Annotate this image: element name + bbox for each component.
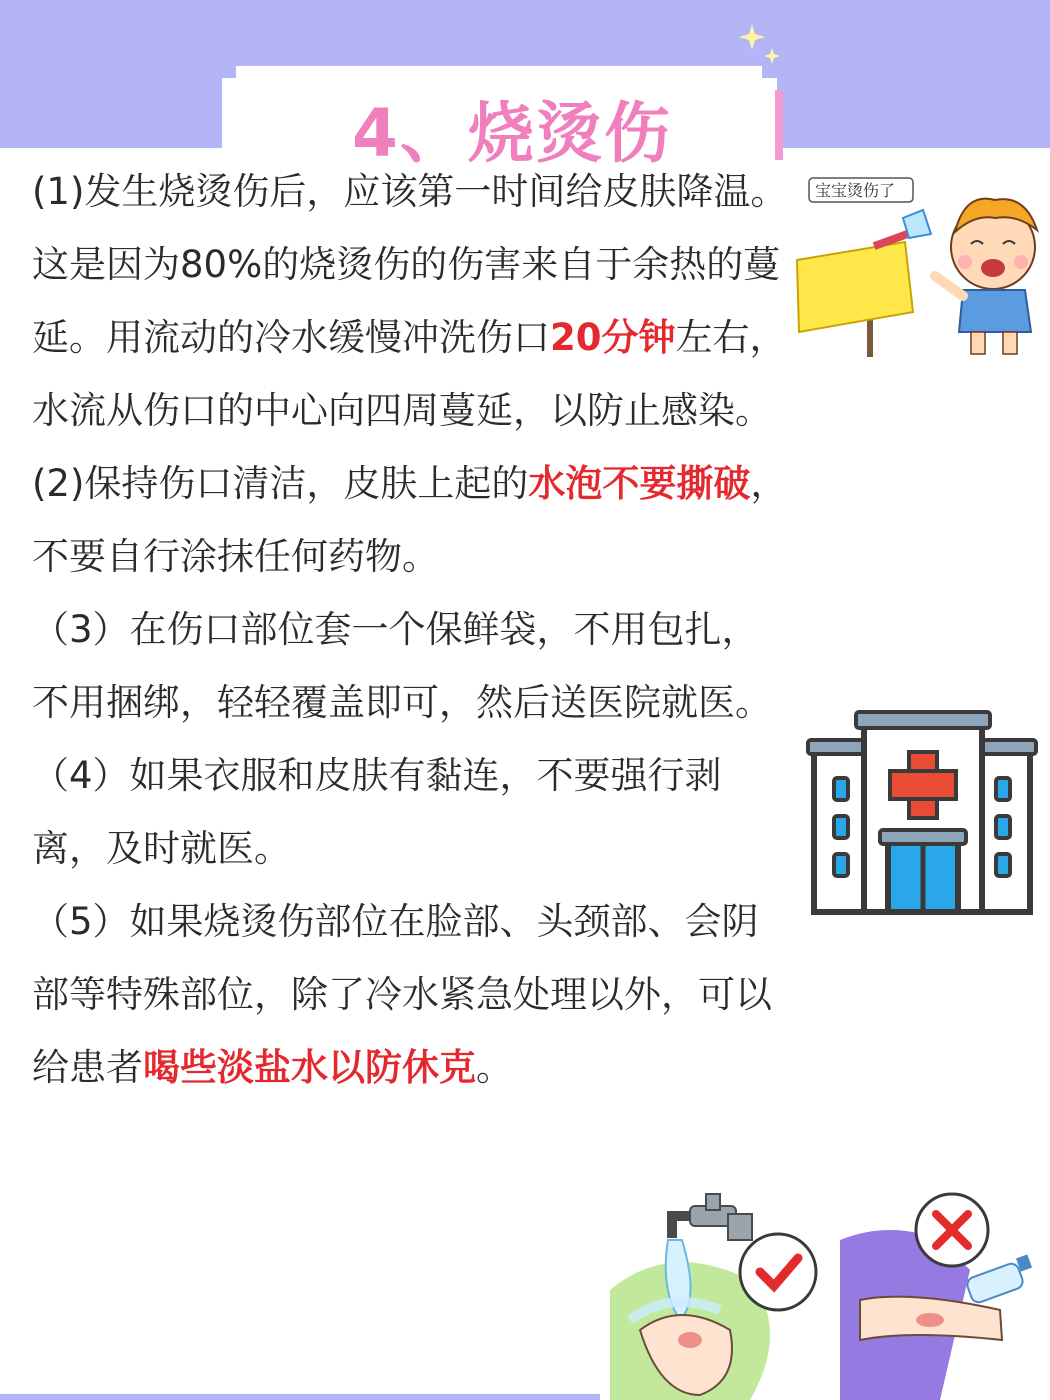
first-aid-do-dont-illustration	[610, 1180, 1050, 1400]
paragraph-2: (2)保持伤口清洁，皮肤上起的水泡不要撕破，不要自行涂抹任何药物。	[32, 462, 788, 578]
highlight-text: 20分钟	[550, 316, 676, 359]
faucet-icon	[672, 1194, 752, 1240]
sparkle-icon	[738, 22, 784, 72]
paragraph-5: （5）如果烧烫伤部位在脸部、头颈部、会阴部等特殊部位，除了冷水紧急处理以外，可以给患者喝些淡盐水以防休克。	[32, 900, 772, 1089]
crying-child-illustration	[795, 172, 1050, 367]
highlight-text: 水泡不要撕破	[528, 462, 751, 505]
paragraph-4: （4）如果衣服和皮肤有黏连，不要强行剥离，及时就医。	[32, 754, 722, 870]
highlight-text: 喝些淡盐水以防休克	[143, 1046, 476, 1089]
bottle-icon	[965, 1254, 1032, 1304]
hospital-icon	[806, 708, 1038, 918]
page-title: 4、烧烫伤	[352, 95, 672, 172]
article-body	[32, 155, 792, 1104]
burn-sign-label: 宝宝烫伤了	[815, 181, 896, 200]
paragraph-3: （3）在伤口部位套一个保鲜袋，不用包扎，不用捆绑，轻轻覆盖即可，然后送医院就医。	[32, 608, 772, 724]
paragraph-1: (1)发生烧烫伤后，应该第一时间给皮肤降温。这是因为80%的烧烫伤的伤害来自于余热的蔓延。用流动的冷水缓慢冲洗伤口20分钟左右，水流从伤口的中心向四周蔓延，以防止感染。	[32, 170, 788, 432]
footer-band	[0, 1394, 600, 1400]
